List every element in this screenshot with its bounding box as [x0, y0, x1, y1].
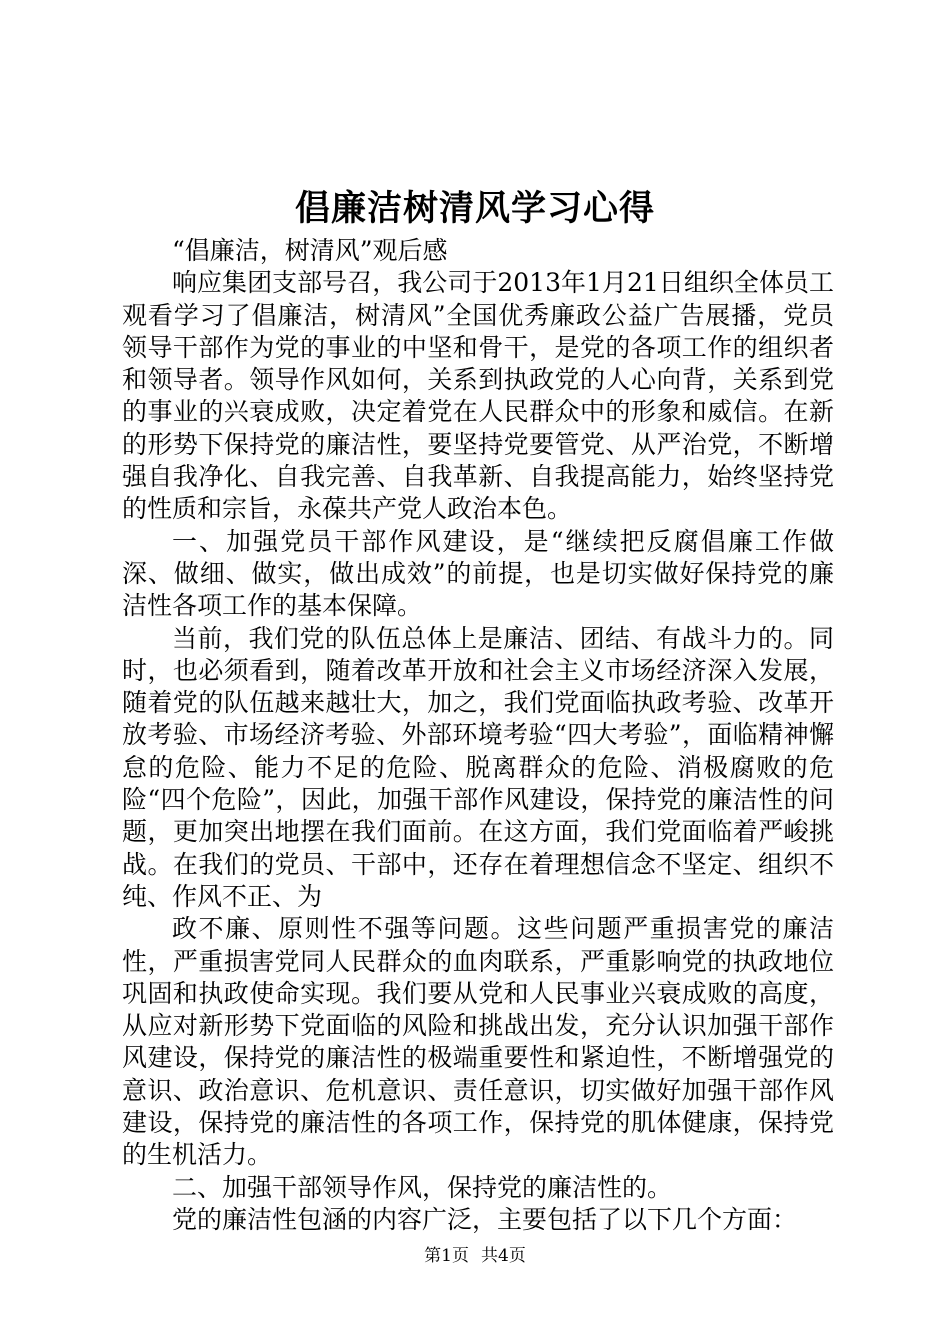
document-title: 倡廉洁树清风学习心得: [294, 188, 655, 229]
page-footer: [0, 1244, 950, 1268]
page-total: 共4页: [481, 1246, 526, 1266]
paragraph: 响应集团支部号召，我公司于2013年1月21日组织全体员工观看学习了倡廉洁，树清风”全国优秀廉政公益广告展播，党员领导干部作为党的事业的中坚和骨干，是党的各项工作的组织者和领导者。领导作风如何，关系到执政党的人心向背，关系到党的事业的兴衰成败，决定着党在人民群众中的形象和威信。在新的形势下保持党的廉洁性，要坚持党要管党、从严治党，不断增强自我净化、自我完善、自我革新、自我提高能力，始终坚持党的性质和宗旨，永葆共产党人政治本色。: [122, 268, 834, 524]
paragraph: 当前，我们党的队伍总体上是廉洁、团结、有战斗力的。同时，也必须看到，随着改革开放和社会主义市场经济深入发展，随着党的队伍越来越壮大，加之，我们党面临执政考验、改革开放考验、市场经济考验、外部环境考验“四大考验”，面临精神懈怠的危险、能力不足的危险、脱离群众的危险、消极腐败的危险“四个危险”，因此，加强干部作风建设，保持党的廉洁性的问题，更加突出地摆在我们面前。在这方面，我们党面临着严峻挑战。在我们的党员、干部中，还存在着理想信念不坚定、组织不纯、作风不正、为: [122, 623, 834, 911]
paragraph: 政不廉、原则性不强等问题。这些问题严重损害党的廉洁性，严重损害党同人民群众的血肉联系，严重影响党的执政地位巩固和执政使命实现。我们要从党和人民事业兴衰成败的高度，从应对新形势下党面临的风险和挑战出发，充分认识加强干部作风建设，保持党的廉洁性的极端重要性和紧迫性，不断增强党的意识、政治意识、危机意识、责任意识，切实做好加强干部作风建设，保持党的廉洁性的各项工作，保持党的肌体健康，保持党的生机活力。: [122, 914, 834, 1170]
paragraph: 二、加强干部领导作风，保持党的廉洁性的。: [172, 1172, 673, 1202]
paragraph-subtitle: “倡廉洁，树清风”观后感: [172, 236, 448, 265]
page-number: 第1页: [424, 1246, 469, 1266]
document-body: [122, 235, 834, 1236]
paragraph: 一、加强党员干部作风建设，是“继续把反腐倡廉工作做深、做细、做实，做出成效”的前提，也是切实做好保持党的廉洁性各项工作的基本保障。: [122, 526, 834, 621]
paragraph: 党的廉洁性包涵的内容广泛，主要包括了以下几个方面：: [172, 1204, 798, 1234]
